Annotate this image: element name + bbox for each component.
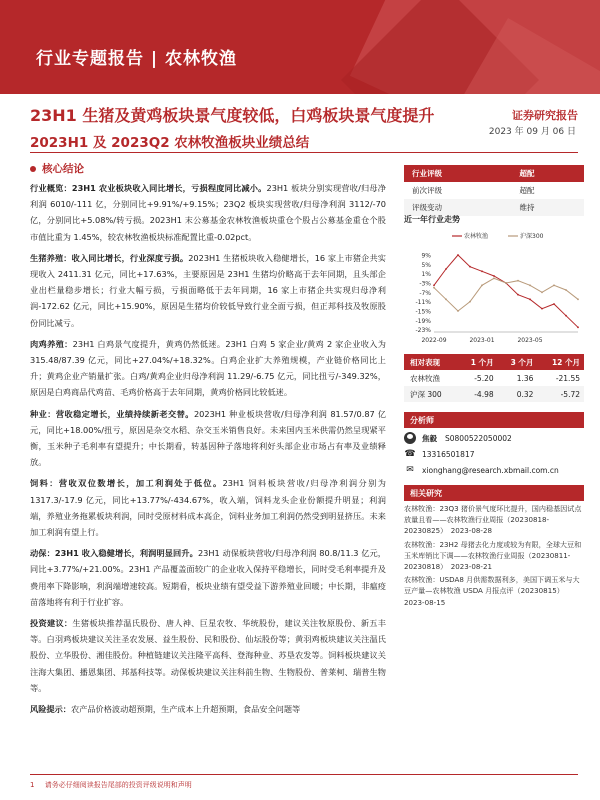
paragraph-text: 2023H1 种业板块营收/归母净利润 81.57/0.87 亿元，同比+18.00%/扭亏，原因是杂交水稻、杂交玉米销售良好。未来国内玉米供需仍然呈现紧平衡，玉米种子毛利率有望提升；中长期看，转基因种子落地将利好头部企业市场占有率及业绩释放。 [30,408,386,468]
rating-row [404,182,584,199]
rating-row [404,165,584,182]
data-point [517,280,519,282]
paragraph-lead: 饲料：营收双位数增长，加工利润处于低位。 [30,478,223,489]
divider [30,152,578,153]
paragraph-lead: 行业概览：23H1 农业板块收入同比增长，亏损程度同比减小。 [30,183,267,193]
paragraph-lead: 生猪养殖：收入同比增长，行业深度亏损。 [30,252,189,263]
data-point [505,282,507,284]
paragraph-risk [30,701,386,717]
y-tick-label: -7% [419,289,431,297]
paragraph-hog [30,250,386,331]
rating-label: 前次评级 [412,186,442,195]
rating-table [404,165,584,216]
avatar-icon [404,432,416,444]
y-tick-label: -3% [419,280,431,288]
trend-chart-svg [404,228,584,350]
analyst-email[interactable]: xionghang@research.xbmail.com.cn [422,465,559,475]
perf-header: 12 个月 [537,354,584,370]
perf-header: 相对表现 [404,354,458,370]
data-point [457,254,459,256]
related-research-item[interactable]: 农林牧渔：23H2 母猪去化力度或较为有限，全球大豆和玉米库销比下调——农林牧渔行业周报（20230811-20230818） 2023-08-21 [404,539,582,572]
paragraph-text: 生猪板块推荐温氏股份、唐人神、巨星农牧、华统股份，建议关注牧原股份、新五丰等。白羽鸡板块建议关注圣农发展、益生股份、民和股份、仙坛股份等；黄羽鸡板块建议关注温氏股份、立华股份、湘佳股份。种植链建议关注隆平高科、登海种业、苏垦农发等。饲料板块建议关注海大集团、播恩集团、邦基科技等。动保板块建议关注科前生物、生物股份、普莱柯、瑞普生物等。 [30,618,386,693]
rating-value: 超配 [512,165,584,182]
key-points-heading-label: 核心结论 [42,163,84,175]
paragraph-broiler [30,336,386,401]
paragraph-text: 2023H1 生猪板块收入稳健增长，16 家上市猪企共实现收入 2411.31 亿元，同比+17.63%，主要原因是 23H1 生猪均价略高于去年同期，且头部企业出栏量稳步增长；行业大幅亏损，亏损面略低于去年同期，16 家上市猪企共实现归母净利润-172.62 亿元，同比+15.90%，原因是生猪均价较低导致行业全面亏损，但正邦科技及牧原股份同比减亏。 [30,252,386,328]
paragraph-lead: 肉鸡养殖： [30,338,73,349]
analyst-info [404,430,584,478]
rating-label: 行业评级 [404,165,512,182]
x-tick-label: 2023-05 [517,337,543,344]
paragraph-text: 23H1 板块分别实现营收/归母净利润 6010/-111 亿，分别同比+9.91%/+9.15%；23Q2 板块实现营收/归母净利润 3112/-70 亿，分别同比+5.08%/转亏损。2023H1 末公募基金农林牧渔板块重仓个股占公募基金重仓个股市值比重为 1.45%，较农林牧渔板块标准配置比重-0.02pct。 [30,183,386,242]
data-point [565,289,567,291]
rating-value: 维持 [512,199,584,216]
paragraph-lead: 风险提示： [30,704,71,715]
paragraph-text: 23H1 饲料板块营收/归母净利润分别为 1317.3/-17.9 亿元，同比+13.77%/-434.67%，收入端，饲料龙头企业份额提升明显；利润端，养殖业务拖累板块利润，同时受原材料成本高企，饲料业务加工利润仍然受到明显挤压。未来加工利润有望上行。 [30,478,386,538]
banner-title: 行业专题报告 | 农林牧渔 [36,49,238,69]
analyst-name: 焦毅 [422,433,437,443]
legend-label: 农林牧渔 [464,233,489,240]
paragraph-animal-health [30,545,386,610]
page-footer [30,780,192,790]
y-tick-label: -11% [415,299,431,307]
footer-disclaimer: 请务必仔细阅读报告尾部的投资评级说明和声明 [44,781,192,789]
y-tick-label: 9% [421,252,431,260]
data-point [493,277,495,279]
paragraph-investment [30,615,386,696]
paragraph-seed [30,406,386,471]
series-line-1 [434,255,578,327]
key-points-heading [30,161,84,176]
perf-cell: -5.20 [474,373,494,383]
related-research-item[interactable]: 农林牧渔：23Q3 猪价景气度环比提升，国内稳基因试点放量且看——农林牧渔行业周报（20230818-20230825） 2023-08-28 [404,504,582,536]
analyst-email-row [404,462,584,478]
phone-icon: ☎ [404,449,416,459]
data-point [433,284,435,286]
paragraph-feed [30,475,386,540]
data-point [433,287,435,289]
rating-panel [404,165,584,216]
x-tick-label: 2022-09 [421,337,447,344]
data-point [493,275,495,277]
y-tick-label: -19% [415,317,431,325]
perf-header: 3 个月 [498,354,538,370]
bullet-icon [30,166,36,172]
report-type: 证券研究报告 [512,109,578,122]
data-point [457,310,459,312]
perf-cell: 0.32 [498,386,538,402]
report-title: 23H1 生猪及黄鸡板块景气度较低，白鸡板块景气度提升 [30,106,435,125]
data-point [553,303,555,305]
paragraph-lead: 投资建议： [30,618,73,629]
perf-cell: 农林牧渔 [410,373,440,383]
related-research-heading: 相关研究 [404,485,584,501]
paragraph-lead: 种业：营收稳定增长，业绩持续新老交替。 [30,408,194,419]
key-points-body [30,180,386,722]
header-banner [0,0,600,94]
y-tick-label: -15% [415,308,431,316]
data-point [565,315,567,317]
data-point [469,301,471,303]
y-tick-label: 5% [421,261,431,269]
paragraph-text: 23H1 动保板块营收/归母净利润 80.8/11.3 亿元，同比+3.77%/+21.00%。23H1 产品覆盖面较广的企业收入保持平稳增长，同时受毛利率提升及费用率下降影响，利润端增速较高。短期看，板块业绩有望受益下游养殖业回暖；中长期，非瘟疫苗落地将有利于行业扩容。 [30,548,386,607]
perf-header: 1 个月 [458,354,498,370]
perf-cell: -21.55 [555,373,580,383]
perf-row [404,386,584,402]
data-point [553,284,555,286]
report-subtitle: 2023H1 及 2023Q2 农林牧渔板块业绩总结 [30,135,310,151]
related-research-list [404,503,584,610]
data-point [529,284,531,286]
data-point [481,270,483,272]
perf-cell: 沪深 300 [404,386,458,402]
report-date: 2023 年 09 月 06 日 [488,127,576,137]
perf-cell: 1.36 [516,373,534,383]
mail-icon: ✉ [406,465,414,475]
legend-label: 沪深300 [520,233,544,240]
data-point [541,308,543,310]
data-point [481,284,483,286]
analyst-heading: 分析师 [404,412,584,428]
paragraph-overview [30,180,386,245]
analyst-name-row [404,430,584,446]
data-point [541,291,543,293]
data-point [529,298,531,300]
data-point [445,298,447,300]
x-tick-label: 2023-01 [469,337,495,344]
paragraph-text: 23H1 白鸡景气度提升，黄鸡仍然低迷。23H1 白鸡 5 家企业/黄鸡 2 家企业收入为 315.48/87.39 亿元，同比+27.04%/+18.32%。白鸡企业扩大养殖规模，产业链价格同比上升；黄鸡企业产销量扩张。白鸡/黄鸡企业归母净利润 11.29/-6.75 亿元，同比扭亏/-349.32%，原因是白鸡商品代鸡苗、毛鸡价格高于去年同期，黄鸡价格同比较低迷。 [30,338,386,398]
footer-divider [30,774,578,775]
y-tick-label: -23% [415,327,431,335]
analyst-phone: 13316501817 [422,449,475,459]
paragraph-text: 农产品价格波动超预期，生产成本上升超预期，食品安全问题等 [70,704,301,715]
paragraph-lead: 动保：23H1 收入稳健增长，利润明显回升。 [30,548,198,559]
chart-title: 近一年行业走势 [404,215,460,224]
perf-cell: -5.72 [537,386,584,402]
relative-performance-table [404,354,584,402]
data-point [577,298,579,300]
perf-header-row [404,354,584,370]
data-point [577,326,579,328]
rating-value: 超配 [519,186,535,195]
data-point [469,266,471,268]
data-point [517,294,519,296]
analyst-phone-row [404,446,584,462]
data-point [445,268,447,270]
related-research-item[interactable]: 农林牧渔：USDA8 月供需数据利多，美国下调玉米与大豆产量—农林牧渔 USDA 月报点评（20230815） 2023-08-15 [404,575,580,607]
page-number: 1 [30,781,35,789]
perf-cell: -4.98 [458,386,498,402]
perf-row [404,370,584,386]
rating-label: 评级变动 [404,199,512,216]
industry-trend-chart [404,228,584,350]
analyst-cert-number: S0800522050002 [445,433,512,443]
y-tick-label: 1% [421,271,431,279]
